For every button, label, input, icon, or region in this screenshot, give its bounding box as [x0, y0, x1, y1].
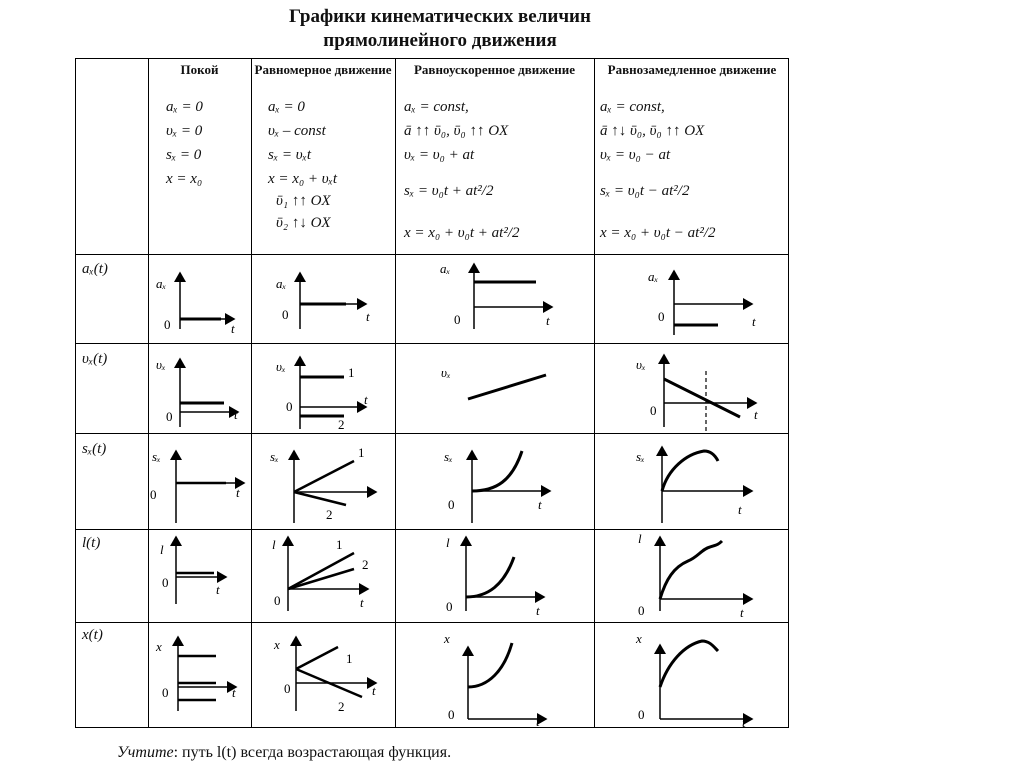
label-t: t [231, 321, 235, 336]
label-zero: 0 [282, 307, 289, 322]
formula-acc-x: x = x₀ + υ₀t + at²/2 [404, 225, 520, 241]
label-t: t [360, 595, 364, 610]
label-zero: 0 [638, 603, 645, 618]
label-s: sₓ [444, 449, 453, 464]
label-v: υₓ [636, 357, 646, 372]
formula-uniform-s: sₓ = υₓt [268, 147, 312, 163]
formula-acc-s: sₓ = υ₀t + at²/2 [404, 183, 494, 199]
graph-acc-l [446, 535, 544, 618]
label-zero: 0 [164, 317, 171, 332]
formula-acc-a: aₓ = const, [404, 99, 469, 115]
label-s: sₓ [636, 449, 645, 464]
formula-rest-a: aₓ = 0 [166, 99, 203, 115]
graph-dec-s [636, 447, 752, 523]
label-zero: 0 [448, 707, 455, 722]
formula-rest-x: x = x₀ [166, 171, 203, 187]
label-two: 2 [338, 699, 345, 714]
label-zero: 0 [274, 593, 281, 608]
label-one: 1 [348, 365, 355, 380]
label-one: 1 [346, 651, 353, 666]
label-zero: 0 [150, 487, 157, 502]
formula-uniform-v2: ῡ₂ ↑↓ OX [276, 215, 331, 231]
graph-dec-a [648, 269, 756, 335]
graph-uniform-l [272, 537, 369, 611]
label-zero: 0 [286, 399, 293, 414]
graph-acc-s [444, 449, 550, 523]
label-zero: 0 [162, 685, 169, 700]
label-zero: 0 [446, 599, 453, 614]
row-label-l: l(t) [82, 535, 101, 551]
label-two: 2 [326, 507, 333, 522]
formula-uniform-v: υₓ – const [268, 123, 326, 139]
label-zero: 0 [638, 707, 645, 722]
formula-dec-x: x = x₀ + υ₀t − at²/2 [600, 225, 716, 241]
row-label-s: sₓ(t) [82, 441, 107, 457]
label-t: t [236, 485, 240, 500]
label-t: t [366, 309, 370, 324]
label-t: t [536, 714, 540, 729]
label-t: t [536, 603, 540, 618]
col-header-uniform: Равномерное движение [254, 62, 392, 77]
label-a: aₓ [648, 269, 659, 284]
label-t: t [740, 605, 744, 620]
formula-uniform-v1: ῡ₁ ↑↑ OX [276, 193, 331, 209]
label-t: t [232, 685, 236, 700]
graph-dec-v [636, 355, 758, 431]
graph-acc-v [441, 365, 548, 407]
graph-rest-x [155, 637, 236, 711]
graph-rest-l [160, 537, 226, 604]
label-x: x [636, 631, 642, 646]
label-v: υₓ [441, 365, 451, 380]
label-zero: 0 [658, 309, 665, 324]
label-zero: 0 [448, 497, 455, 512]
label-l: l [160, 542, 164, 557]
label-t: t [216, 582, 220, 597]
col-header-decelerated: Равнозамедленное движение [607, 62, 777, 77]
label-t: t [364, 392, 368, 407]
title-line-1: Графики кинематических величин [289, 6, 591, 27]
label-zero: 0 [454, 312, 461, 327]
label-x: x [156, 639, 162, 654]
label-one: 1 [336, 537, 343, 552]
label-l: l [638, 531, 642, 546]
label-zero: 0 [162, 575, 169, 590]
graph-uniform-s [270, 445, 376, 523]
label-t: t [546, 313, 550, 328]
label-a: aₓ [440, 261, 451, 276]
formula-acc-v: υₓ = υ₀ + at [404, 147, 475, 163]
graph-rest-v [156, 357, 238, 427]
label-zero: 0 [284, 681, 291, 696]
formula-rest-v: υₓ = 0 [166, 123, 203, 139]
label-t: t [742, 715, 746, 730]
col-header-rest: Покой [180, 62, 219, 77]
label-s: sₓ [152, 449, 161, 464]
label-t: t [234, 407, 238, 422]
label-zero: 0 [650, 403, 657, 418]
label-v: υₓ [156, 357, 166, 372]
label-t: t [538, 497, 542, 512]
formula-dec-dir: ā ↑↓ ῡ₀, ῡ₀ ↑↑ OX [600, 123, 705, 139]
col-header-accelerated: Равноускоренное движение [413, 62, 575, 77]
formula-dec-s: sₓ = υ₀t − at²/2 [600, 183, 690, 199]
footnote-emphasis: Учтите [117, 744, 174, 761]
label-s: sₓ [270, 449, 279, 464]
formula-uniform-x: x = x₀ + υₓt [268, 171, 338, 187]
row-label-a: aₓ(t) [82, 261, 108, 277]
formula-rest-s: sₓ = 0 [166, 147, 202, 163]
graph-rest-a [156, 273, 235, 336]
formula-dec-v: υₓ = υ₀ − at [600, 147, 671, 163]
label-two: 2 [338, 417, 345, 432]
formula-dec-a: aₓ = const, [600, 99, 665, 115]
graph-uniform-a [276, 273, 370, 329]
footnote-text: : путь l(t) всегда возрастающая функция. [173, 744, 452, 761]
label-v: υₓ [276, 359, 286, 374]
label-t: t [738, 502, 742, 517]
graph-acc-a [440, 261, 552, 329]
graph-acc-x [443, 631, 546, 729]
graph-uniform-v [276, 357, 368, 432]
graph-uniform-x [273, 637, 376, 714]
label-t: t [752, 314, 756, 329]
formula-acc-dir: ā ↑↑ ῡ₀, ῡ₀ ↑↑ OX [404, 123, 509, 139]
label-x: x [444, 631, 450, 646]
label-zero: 0 [166, 409, 173, 424]
title-line-2: прямолинейного движения [323, 30, 557, 51]
label-l: l [272, 537, 276, 552]
kinematics-table [75, 58, 789, 728]
graphs-layer [76, 59, 790, 729]
label-a: aₓ [156, 276, 167, 291]
graph-rest-s [150, 449, 244, 523]
label-l: l [446, 535, 450, 550]
label-t: t [754, 407, 758, 422]
label-t: t [372, 683, 376, 698]
formula-uniform-a: aₓ = 0 [268, 99, 305, 115]
graph-dec-l [638, 531, 752, 620]
graph-dec-x [635, 631, 752, 730]
label-a: aₓ [276, 276, 287, 291]
label-one: 1 [358, 445, 365, 460]
label-x: x [274, 637, 280, 652]
row-label-v: υₓ(t) [82, 351, 108, 367]
row-label-x: x(t) [82, 627, 103, 643]
label-two: 2 [362, 557, 369, 572]
footnote [117, 744, 451, 762]
